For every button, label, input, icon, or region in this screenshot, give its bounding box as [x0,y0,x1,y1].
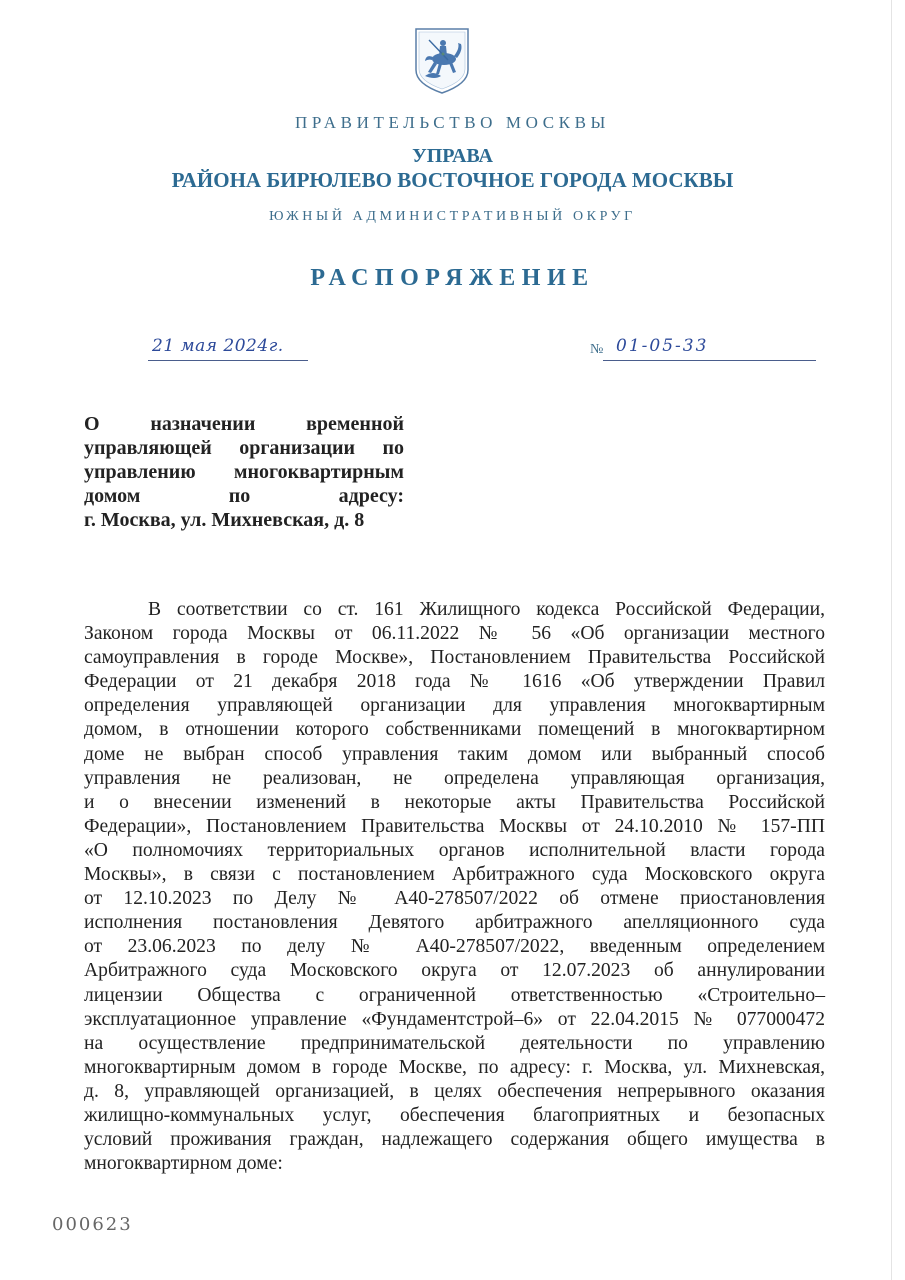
body-line: жилищно-коммунальных услуг, обеспечения благоприятных и безопасных [84,1104,825,1126]
body-line: «О полномочиях территориальных органов исполнительной власти города [84,839,825,861]
body-line: Законом города Москвы от 06.11.2022 № 56 «Об организации местного [84,623,825,645]
subject-line: управляющей организации по [84,437,404,459]
body-line: Федерации», Постановлением Правительства Москвы от 24.10.2010 № 157-ПП [84,815,825,837]
body-line: доме не выбран способ управления таким домом или выбранный способ [84,743,825,765]
okrug-title: ЮЖНЫЙ АДМИНИСТРАТИВНЫЙ ОКРУГ [269,209,636,224]
document-type: РАСПОРЯЖЕНИЕ [310,265,595,291]
number-label: № [590,342,604,357]
district-title: РАЙОНА БИРЮЛЕВО ВОСТОЧНОЕ ГОРОДА МОСКВЫ [171,168,734,192]
body-line: Федерации от 21 декабря 2018 года № 1616 «Об утверждении Правил [84,671,825,693]
body-line: на осуществление предпринимательской деятельности по управлению [84,1032,825,1054]
body-line: исполнения постановления Девятого арбитражного апелляционного суда [84,912,825,934]
body-line: управления не реализован, не определена управляющая организация, [84,767,825,789]
body-line: домом, в отношении которого собственниками помещений в многоквартирном [84,719,825,741]
handwritten-date: 21 мая 2024г. [152,336,284,356]
document-subject [84,412,404,532]
body-line: от 12.10.2023 по Делу № А40-278507/2022 об отмене приостановления [84,888,825,910]
document-body [84,598,825,1176]
body-line: эксплуатационное управление «Фундаментстрой–6» от 22.04.2015 № 077000472 [84,1008,825,1030]
body-line: В соответствии со ст. 161 Жилищного кодекса Российской Федерации, [148,599,825,620]
serial-number: 000623 [52,1214,133,1235]
organization-title: УПРАВА [412,145,493,167]
subject-line: домом по адресу: [84,485,404,507]
body-line: лицензии Общества с ограниченной ответственностью «Строительно– [84,984,825,1006]
body-line: определения управляющей организации для управления многоквартирным [84,695,825,717]
subject-line: О назначении временной [84,413,404,435]
body-line: многоквартирным домом в городе Москве, по адресу: г. Москва, ул. Михневская, [84,1056,825,1078]
body-line: и о внесении изменений в некоторые акты Правительства Российской [84,791,825,813]
handwritten-number: 01-05-33 [616,336,709,356]
moscow-coat-of-arms-icon [413,26,471,96]
subject-line: управлению многоквартирным [84,461,404,483]
body-line: Москвы», в связи с постановлением Арбитражного суда Московского округа [84,864,825,886]
body-line: самоуправления в городе Москве», Постановлением Правительства Российской [84,647,825,669]
body-line: д. 8, управляющей организацией, в целях обеспечения непрерывного оказания [84,1080,825,1102]
government-title: ПРАВИТЕЛЬСТВО МОСКВЫ [295,113,610,132]
body-line: условий проживания граждан, надлежащего содержания общего имущества в [84,1129,825,1151]
body-line: многоквартирном доме: [84,1153,283,1175]
body-line: от 23.06.2023 по делу № А40-278507/2022, введенным определением [84,936,825,958]
subject-line: г. Москва, ул. Михневская, д. 8 [84,509,365,531]
body-line: Арбитражного суда Московского округа от 12.07.2023 об аннулировании [84,960,825,982]
